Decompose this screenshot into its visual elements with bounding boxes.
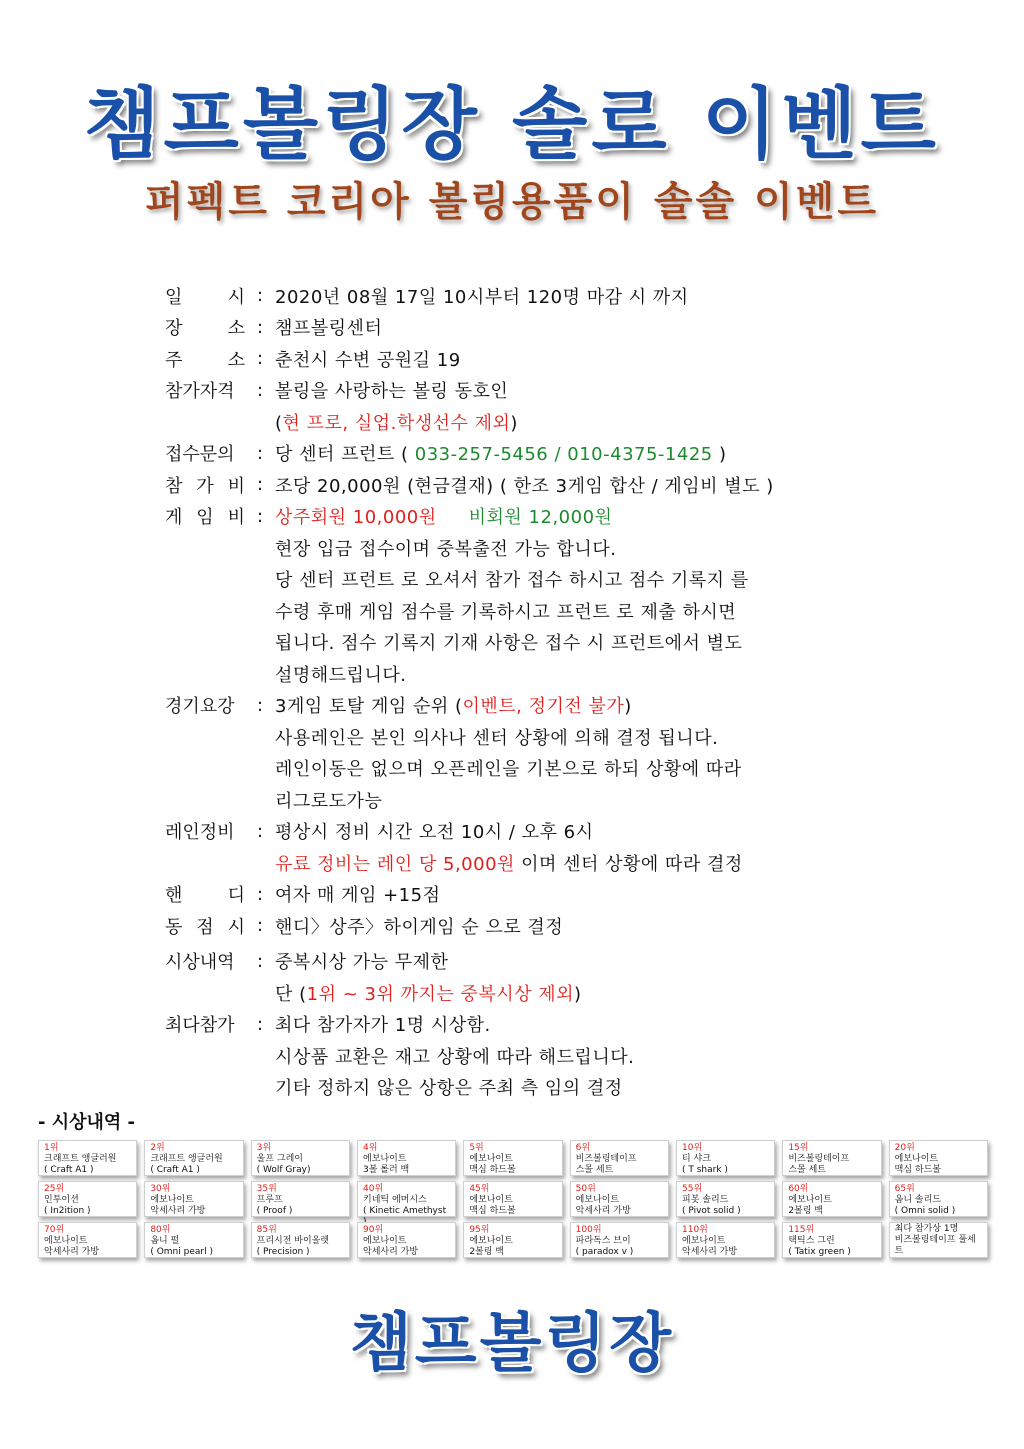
prize-item: ( Precision ) [256,1247,310,1257]
info-value: 2020년 08월 17일 10시부터 120명 마감 시 까지 [275,286,689,308]
prize-item: 악세사리 가방 [44,1247,100,1257]
info-row-maxparticipant: 최다참가 : 최다 참가자가 1명 시상함. [165,1009,885,1041]
prize-item: 옴니 솔리드 [894,1195,941,1205]
prize-item: 비즈볼링테이프 [788,1154,850,1164]
rules-prefix: 3게임 토탈 게임 순위 ( [275,696,463,718]
prize-item: 맥심 하드볼 [469,1206,516,1216]
gamefee-detail: 당 센터 프런트 로 오셔서 참가 접수 하시고 점수 기록지 를 [275,570,749,592]
prize-rank: 5위 [469,1143,484,1153]
prize-rank: 4위 [363,1143,378,1153]
prize-card [676,1181,775,1217]
prize-card [889,1181,988,1217]
info-label: 핸 디 [165,885,245,907]
info-row-tie: 동 점 시 : 핸디〉상주〉하이게임 순 으로 결정 [165,910,885,942]
rules-highlight: 이벤트, 정기전 불가 [462,696,625,718]
info-value: 여자 매 게임 +15점 [275,885,441,907]
prize-card [676,1222,775,1258]
prize-card [38,1222,137,1258]
inquiry-prefix: 당 센터 프런트 ( [275,444,415,466]
page-title: 챔프볼링장 솔로 이벤트 [84,80,940,170]
info-label: 시상내역 [165,952,235,974]
prizes-heading: - 시상내역 - [38,1112,136,1133]
prize-rank: 45위 [469,1184,490,1194]
info-row-eligibility-note [165,406,885,438]
prize-card [144,1222,243,1258]
maintenance-suffix: 이며 센터 상황에 따라 결정 [514,853,743,875]
rules-detail: 리그로도가능 [275,790,383,812]
info-label: 최다참가 [165,1015,235,1037]
prize-item: 에보나이트 [788,1195,832,1205]
prize-card [782,1222,881,1258]
prize-card [782,1140,881,1176]
info-row-eligibility: 참가자격 : 볼링을 사랑하는 볼링 동호인 [165,375,885,407]
prize-item: ( Tatix green ) [788,1247,851,1257]
prize-card [782,1181,881,1217]
info-label: 장 소 [165,318,245,340]
paren: ) [624,696,632,718]
footer-logo: 챔프볼링장 [349,1307,675,1381]
info-row-date: 일 시 : 2020년 08월 17일 10시부터 120명 마감 시 까지 [165,280,885,312]
prize-item: 에보나이트 [894,1154,939,1164]
exclusion-note: 현 프로, 실업.학생선수 제외 [282,412,511,434]
prize-card [676,1140,775,1176]
prize-rank: 100위 [575,1225,602,1235]
prize-rank: 50위 [575,1184,596,1194]
info-value: 춘천시 수변 공원길 19 [275,349,461,371]
prize-rank: 60위 [788,1184,809,1194]
info-row-awards: 시상내역 : 중복시상 가능 무제한 [165,946,885,978]
prize-rank: 1위 [44,1143,59,1153]
prize-card [357,1140,456,1176]
prize-item: 스몰 세트 [575,1165,614,1175]
prize-card [38,1140,137,1176]
prize-item: 에보나이트 [469,1195,513,1205]
prize-card [889,1140,988,1176]
gamefee-detail: 됩니다. 점수 기록지 기재 사항은 접수 시 프런트에서 별도 [275,633,743,655]
prize-item: 울프 그레이 [256,1154,303,1164]
info-value: 평상시 정비 시간 오전 10시 / 오후 6시 [275,822,594,844]
prize-item: 2볼링 백 [788,1206,823,1216]
prize-rank: 2위 [150,1143,165,1153]
prize-item: 에보나이트 [44,1236,88,1246]
prize-rank: 15위 [788,1143,809,1153]
prize-card [463,1181,562,1217]
prize-card [251,1140,350,1176]
prize-card [463,1222,562,1258]
prize-item: 택틱스 그린 [788,1236,835,1246]
paren: ( [275,412,283,434]
prize-item: 에보나이트 [363,1236,407,1246]
prize-item: 에보나이트 [575,1195,620,1205]
prize-card [463,1140,562,1176]
prize-item: 크래프트 앵글러원 [44,1154,117,1164]
prize-item: 2볼링 백 [469,1247,504,1257]
prize-item: 피봇 솔리드 [682,1195,729,1205]
prize-card [251,1222,350,1258]
inquiry-suffix: ) [712,444,727,466]
prize-card [357,1222,456,1258]
prize-rank: 115위 [788,1225,815,1235]
prize-card [144,1181,243,1217]
prize-item: ( In2ition ) [44,1206,91,1216]
rules-detail: 레인이동은 없으며 오픈레인을 기본으로 하되 상황에 따라 [275,759,742,781]
page-subtitle: 퍼펙트 코리아 볼링용품이 솔솔 이벤트 [145,179,879,225]
prize-item: 키네틱 에머시스 [363,1195,427,1205]
prize-card-special [889,1222,988,1258]
maxparticipant-detail: 기타 정하지 않은 상항은 주최 측 임의 결정 [275,1078,623,1100]
prize-card [144,1140,243,1176]
info-value: 중복시상 가능 무제한 [275,952,449,974]
prize-rank: 3위 [256,1143,272,1153]
prize-rank: 10위 [682,1143,703,1153]
prize-item: 에보나이트 [682,1236,726,1246]
info-row-address: 주 소 : 춘천시 수변 공원길 19 [165,343,885,375]
info-label: 레인정비 [165,822,235,844]
info-value: 조당 20,000원 (현금결재) ( 한조 3게임 합산 / 게임비 별도 ) [275,475,774,497]
prize-rank: 25위 [44,1184,65,1194]
prize-item: 스몰 세트 [788,1165,826,1175]
prize-item: ( T shark ) [682,1165,728,1175]
prize-rank: 6위 [575,1143,591,1153]
info-value: 최다 참가자가 1명 시상함. [275,1015,491,1037]
info-label: 참 가 비 [165,475,245,497]
prize-rank: 30위 [150,1184,171,1194]
prize-card [38,1181,137,1217]
prize-item: 악세사리 가방 [363,1247,419,1257]
info-row-rules: 경기요강 : 3게임 토탈 게임 순위 (이벤트, 정기전 불가) [165,690,885,722]
prize-item: 프루프 [256,1195,283,1205]
prize-item: 비즈볼링테이프 [575,1154,637,1164]
member-fee: 상주회원 10,000원 [275,507,437,529]
prize-item: 비즈볼링테이프 풀세트 [894,1234,976,1256]
prize-item: 크래프트 앵글러원 [150,1154,223,1164]
nonmember-fee: 비회원 12,000원 [468,507,613,529]
info-value: 핸디〉상주〉하이게임 순 으로 결정 [275,916,564,938]
prize-item: 인투이션 [44,1195,79,1205]
prize-item: 옴니 펄 [150,1236,180,1246]
info-row-place: 장 소 : 챔프볼링센터 [165,312,885,344]
prize-item: 3볼 롤러 백 [363,1165,410,1175]
info-label: 게 임 비 [165,507,245,529]
info-row-gamefee: 게 임 비 : 상주회원 10,000원 비회원 12,000원 [165,501,885,533]
info-label: 동 점 시 [165,916,245,938]
gamefee-detail: 수령 후매 게임 점수를 기록하시고 프런트 로 제출 하시면 [275,601,737,623]
prize-rank: 40위 [363,1184,384,1194]
prize-rank: 70위 [44,1225,65,1235]
prize-item: 에보나이트 [150,1195,194,1205]
prize-item: 맥심 하드볼 [469,1165,516,1175]
event-info [165,280,885,1103]
prize-card [570,1140,669,1176]
gamefee-detail: 현장 입금 접수이며 중복출전 가능 합니다. [275,538,617,560]
prize-rank: 80위 [150,1225,171,1235]
prize-item: 파라독스 브이 [575,1236,631,1246]
prize-card [357,1181,456,1217]
prize-rank: 85위 [256,1225,277,1235]
prize-rank: 110위 [682,1225,708,1235]
gamefee-detail: 설명해드립니다. [275,664,407,686]
prize-item: ( Omni pearl ) [150,1247,213,1257]
maxparticipant-detail: 시상품 교환은 재고 상황에 따라 해드립니다. [275,1046,635,1068]
prize-item: 맥심 하드볼 [894,1165,941,1175]
prize-item: ( paradox v ) [575,1247,634,1257]
prize-item: ( Wolf Gray) [256,1165,311,1175]
awards-highlight: 1위 ~ 3위 까지는 중복시상 제외 [306,983,575,1005]
info-value: 볼링을 사랑하는 볼링 동호인 [275,381,509,403]
paren: ) [574,983,582,1005]
info-label: 경기요강 [165,696,235,718]
prize-rank: 20위 [894,1143,915,1153]
prize-card [251,1181,350,1217]
info-label: 접수문의 [165,444,235,466]
prize-item: 티 샤크 [682,1154,711,1164]
info-label: 주 소 [165,349,245,371]
prize-item: ( Craft A1 ) [44,1165,94,1175]
prize-item: ( Craft A1 ) [150,1165,200,1175]
prize-item: 악세사리 가방 [682,1247,738,1257]
info-row-handicap: 핸 디 : 여자 매 게임 +15점 [165,879,885,911]
prize-item: ( Kinetic Amethyst [363,1206,447,1216]
info-row-maintenance: 레인정비 : 평상시 정비 시간 오전 10시 / 오후 6시 [165,816,885,848]
prize-card [570,1222,669,1258]
prize-card [570,1181,669,1217]
prize-grid [38,1140,988,1258]
paren: ) [510,412,518,434]
prize-item: 악세사리 가방 [575,1206,631,1216]
prize-item: 에보나이트 [363,1154,407,1164]
prize-item: 에보나이트 [469,1154,513,1164]
prize-item: 프리시전 바이올렛 [256,1236,330,1246]
rules-detail: 사용레인은 본인 의사나 센터 상황에 의해 결정 됩니다. [275,727,719,749]
prize-item: ( Omni solid ) [894,1206,956,1216]
info-label: 참가자격 [165,381,235,403]
info-value: 챔프볼링센터 [275,318,383,340]
prize-item: 악세사리 가방 [150,1206,206,1216]
info-row-fee: 참 가 비 : 조당 20,000원 (현금결재) ( 한조 3게임 합산 / 게임비 별도 ) [165,469,885,501]
awards-prefix: 단 ( [275,983,307,1005]
prize-item: 에보나이트 [469,1236,513,1246]
prize-item: 최다 참가상 1명 [894,1223,959,1234]
prize-item: ( Pivot solid ) [682,1206,741,1216]
info-label: 일 시 [165,286,245,308]
prize-item: ( Proof ) [256,1206,293,1216]
info-row-inquiry: 접수문의 : 당 센터 프런트 ( 033-257-5456 / 010-4375-1425 ) [165,438,885,470]
maintenance-highlight: 유료 정비는 레인 당 5,000원 [275,853,515,875]
prize-rank: 65위 [894,1184,915,1194]
prize-rank: 90위 [363,1225,384,1235]
prize-rank: 55위 [682,1184,703,1194]
prize-rank: 35위 [256,1184,277,1194]
phone-number[interactable]: 033-257-5456 / 010-4375-1425 [414,444,713,466]
prize-rank: 95위 [469,1225,490,1235]
